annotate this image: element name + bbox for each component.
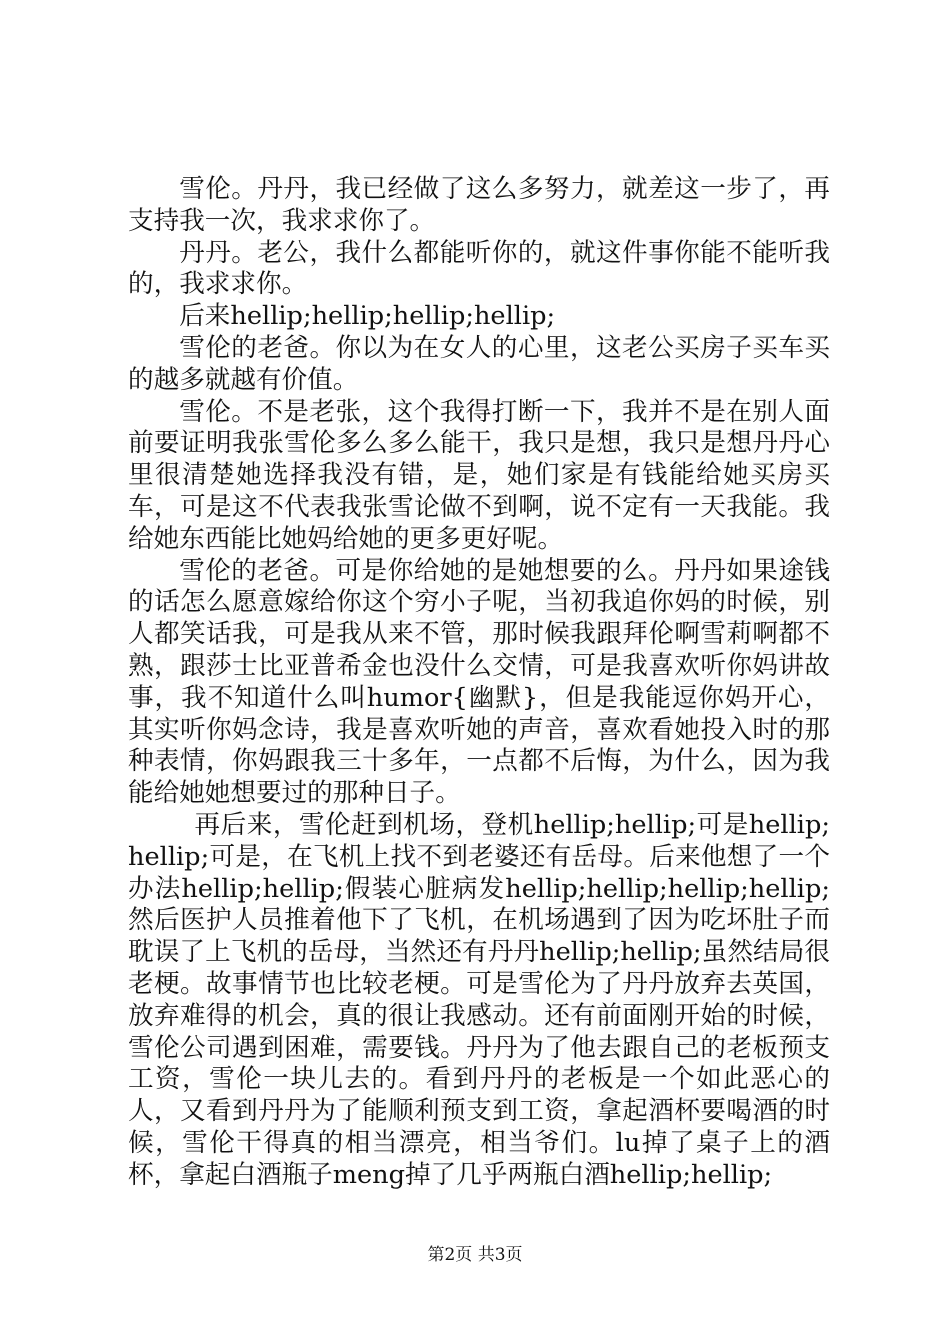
paragraph: 雪伦的老爸。你以为在女人的心里，这老公买房子买车买的越多就越有价值。	[128, 332, 830, 395]
page-footer	[0, 1244, 950, 1266]
paragraph: 后来hellip;hellip;hellip;hellip;	[179, 301, 556, 332]
paragraph: 雪伦。丹丹，我已经做了这么多努力，就差这一步了，再支持我一次，我求求你了。	[128, 174, 830, 236]
paragraph: 丹丹。老公，我什么都能听你的，就这件事你能不能听我的，我求求你。	[128, 237, 830, 300]
paragraph: 雪伦。不是老张，这个我得打断一下，我并不是在别人面前要证明我张雪伦多么多么能干，我只是想，我只是想丹丹心里很清楚她选择我没有错，是，她们家是有钱能给她买房买车，可是这不代表我张雪论做不到啊，说不定有一天我能。我给她东西能比她妈给她的更多更好呢。	[128, 396, 830, 554]
paragraph: 雪伦的老爸。可是你给她的是她想要的么。丹丹如果途钱的话怎么愿意嫁给你这个穷小子呢，当初我追你妈的时候，别人都笑话我，可是我从来不管，那时候我跟拜伦啊雪莉啊都不熟，跟莎士比亚普希金也没什么交情，可是我喜欢听你妈讲故事，我不知道什么叫humor{幽默}，但是我能逗你妈开心，其实听你妈念诗，我是喜欢听她的声音，喜欢看她投入时的那种表情，你妈跟我三十多年，一点都不后悔，为什么，因为我能给她她想要过的那种日子。	[128, 555, 830, 809]
document-body	[128, 174, 830, 1192]
page-number: 第2页 共3页	[427, 1245, 523, 1265]
paragraph: 再后来，雪伦赶到机场，登机hellip;hellip;可是hellip;hellip;可是，在飞机上找不到老婆还有岳母。后来他想了一个办法hellip;hellip;假装心脏病发hellip;hellip;hellip;hellip;然后医护人员推着他下了飞机，在机场遇到了因为吃坏肚子而耽误了上飞机的岳母，当然还有丹丹hellip;hellip;虽然结局很老梗。故事情节也比较老梗。可是雪伦为了丹丹放弃去英国，放弃难得的机会，真的很让我感动。还有前面刚开始的时候，雪伦公司遇到困难，需要钱。丹丹为了他去跟自己的老板预支工资，雪伦一块儿去的。看到丹丹的老板是一个如此恶心的人，又看到丹丹为了能顺利预支到工资，拿起酒杯要喝酒的时候，雪伦干得真的相当漂亮，相当爷们。lu掉了桌子上的酒杯，拿起白酒瓶子meng掉了几乎两瓶白酒hellip;hellip;	[128, 809, 830, 1190]
